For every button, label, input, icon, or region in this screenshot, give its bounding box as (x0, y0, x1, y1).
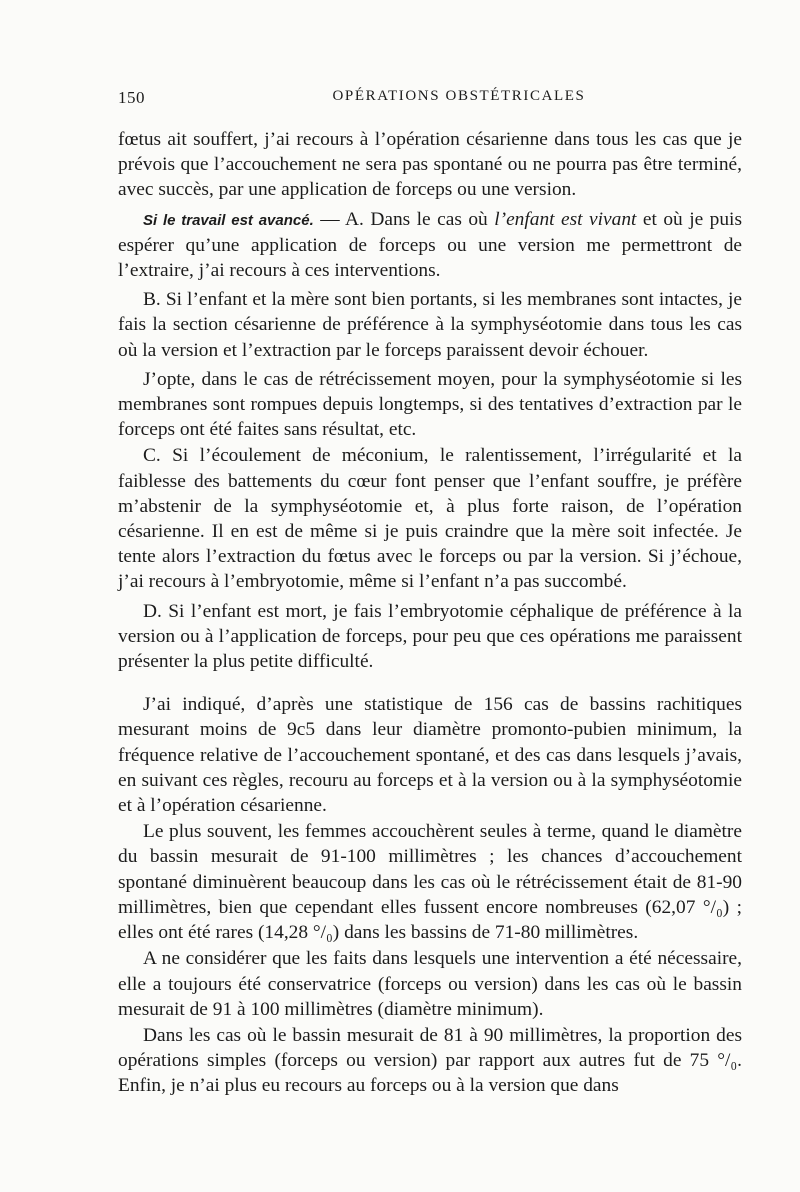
running-title: OPÉRATIONS OBSTÉTRICALES (332, 88, 586, 104)
paragraph: C. Si l’écoulement de méconium, le ralentissement, l’irrégularité et la faiblesse des battements du cœur font penser que l’enfant souffre, je préfère m’abstenir de la symphyséotomie et, à plus forte raison, de l’opération césarienne. Il en est de même si je puis craindre que la mère soit infectée. Je tente alors l’extraction du fœtus avec le forceps ou par la version. Si j’échoue, j’ai recours à l’embryotomie, même si l’enfant n’a pas succombé. (118, 445, 742, 593)
paragraph: fœtus ait souffert, j’ai recours à l’opération césarienne dans tous les cas que je prévois que l’accouchement ne sera pas spontané ou ne pourra pas être terminé, avec succès, par une application de forceps ou une version. (118, 129, 742, 201)
body-text (118, 127, 742, 1099)
paragraph: J’ai indiqué, d’après une statistique de 156 cas de bassins rachitiques mesurant moins de 9c5 dans leur diamètre promonto-pubien minimum, la fréquence relative de l’accouchement spontané, et des cas dans lesquels j’avais, en suivant ces règles, recouru au forceps et à la version ou à la symphyséotomie et à l’opération césarienne. (118, 694, 742, 817)
paragraph: Le plus souvent, les femmes accouchèrent seules à terme, quand le diamètre du bassin mesurait de 91-100 millimètres ; les chances d’accouchement spontané diminuèrent beaucoup dans les cas où le rétrécissement était de 81-90 millimètres, bien que cependant elles fussent encore nombreuses (62,07 °/₀) ; elles ont été rares (14,28 °/₀) dans les bassins de 71-80 millimètres. (118, 821, 742, 944)
paragraph: Dans les cas où le bassin mesurait de 81 à 90 millimètres, la proportion des opérations simples (forceps ou version) par rapport aux autres fut de 75 °/₀. Enfin, je n’ai plus eu recours au forceps ou à la version que dans (118, 1024, 742, 1097)
section-lead: Si le travail est avancé. (143, 211, 314, 229)
paragraph-text: et où je puis espérer qu’une application de forceps ou une version me permettront de l’extraire, j’ai recours à ces interventions. (118, 208, 742, 282)
page-header (118, 88, 740, 112)
paragraph: B. Si l’enfant et la mère sont bien portants, si les membranes sont intactes, je fais la section césarienne de préférence à la symphyséotomie dans tous les cas où la version et l’extraction par le forceps paraissent devoir échouer. (118, 289, 742, 361)
paragraph-text: — A. Dans le cas où (313, 208, 495, 230)
italic-text: l’enfant est vivant (494, 208, 637, 230)
paragraph: D. Si l’enfant est mort, je fais l’embryotomie céphalique de préférence à la version ou à l’application de forceps, pour peu que ces opérations me paraissent présenter la plus petite difficulté. (118, 600, 742, 673)
paragraph: J’opte, dans le cas de rétrécissement moyen, pour la symphyséotomie si les membranes sont rompues depuis longtemps, si des tentatives d’extraction par le forceps ont été faites sans résultat, etc. (118, 368, 742, 441)
paragraph (118, 207, 742, 284)
page-number: 150 (118, 88, 145, 107)
paragraph: A ne considérer que les faits dans lesquels une intervention a été nécessaire, elle a toujours été conservatrice (forceps ou version) dans les cas où le bassin mesurait de 91 à 100 millimètres (diamètre minimum). (118, 948, 742, 1020)
